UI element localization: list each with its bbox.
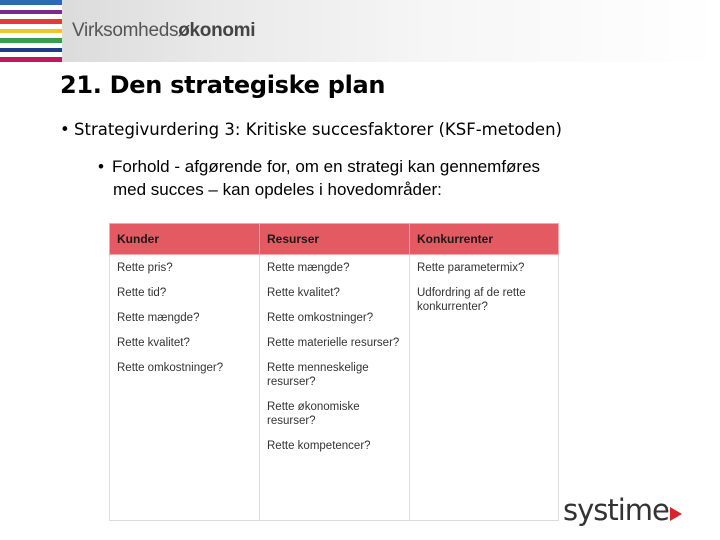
header-band — [0, 0, 720, 62]
triangle-right-icon — [670, 507, 682, 521]
bullet-level2-line1: Forhold - afgørende for, om en strategi kan gennemføres — [112, 157, 541, 176]
slide-title: 21. Den strategiske plan — [60, 71, 386, 99]
stripe — [0, 57, 62, 62]
list-item: Rette pris? — [117, 262, 173, 274]
list-item: Rette omkostninger? — [267, 312, 374, 324]
list-item: Rette mængde? — [117, 312, 200, 324]
list-item: Rette menneskelige resurser? — [267, 362, 369, 388]
cell-konkurrenter — [410, 255, 559, 521]
cell-resurser — [260, 255, 410, 521]
column-header-kunder: Kunder — [110, 224, 260, 255]
list-item: Rette kvalitet? — [267, 287, 340, 299]
bullet-level2-line2: med succes – kan opdeles i hovedområder: — [113, 180, 442, 199]
list-item: Rette tid? — [117, 287, 167, 299]
bullet-level1 — [60, 120, 562, 139]
list-item: Rette omkostninger? — [117, 362, 224, 374]
bullet-level2 — [98, 155, 658, 201]
list-item: Rette kvalitet? — [117, 337, 190, 349]
bullet-icon: • — [98, 157, 104, 176]
cell-kunder — [110, 255, 260, 521]
bullet-level1-text: Strategivurdering 3: Kritiske succesfaktorer (KSF-metoden) — [74, 120, 562, 139]
list-item: Rette økonomiske resurser? — [267, 401, 360, 427]
ksf-table — [109, 223, 559, 521]
column-header-konkurrenter: Konkurrenter — [410, 224, 559, 255]
list-item: Rette parametermix? — [417, 262, 525, 274]
list-item: Rette materielle resurser? — [267, 337, 400, 349]
systime-logo: systime — [563, 493, 669, 527]
bullet-icon: • — [60, 120, 70, 139]
list-item: Rette kompetencer? — [267, 440, 371, 452]
list-item: Udfordring af de rette konkurrenter? — [417, 287, 526, 313]
table-row — [110, 255, 559, 521]
color-stripes-logo — [0, 0, 62, 62]
table-header-row — [110, 224, 559, 255]
brand-title: Virksomhedsøkonomi — [72, 20, 256, 41]
column-header-resurser: Resurser — [260, 224, 410, 255]
list-item: Rette mængde? — [267, 262, 350, 274]
